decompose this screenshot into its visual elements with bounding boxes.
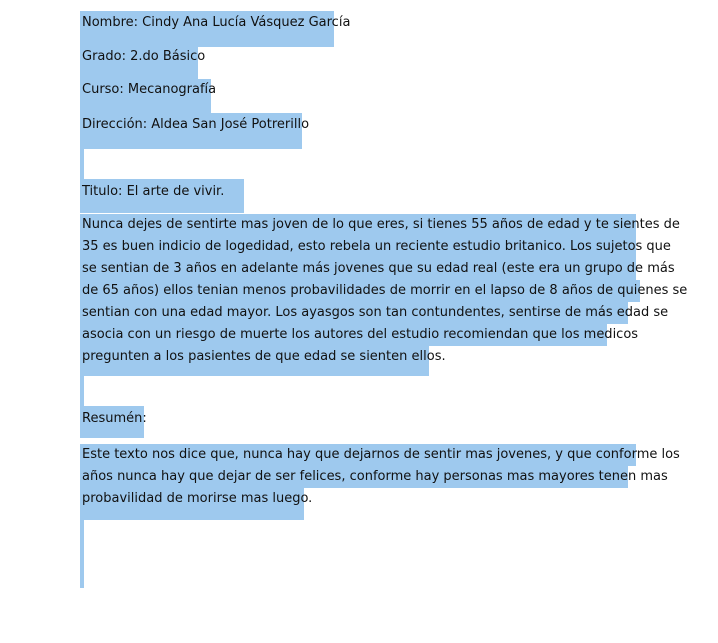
- empty-paragraph-mark: [80, 520, 84, 554]
- title-text: Titulo: El arte de vivir.: [82, 184, 225, 199]
- body-line[interactable]: [80, 324, 639, 346]
- summary-line[interactable]: [80, 444, 680, 466]
- summary-line-text: Este texto nos dice que, nunca hay que dejarnos de sentir mas jovenes, y que conforme los: [82, 447, 680, 462]
- empty-paragraph-mark: [80, 149, 84, 179]
- body-line[interactable]: [80, 236, 671, 258]
- summary-heading[interactable]: [80, 406, 147, 438]
- body-line[interactable]: [80, 214, 680, 236]
- body-line-text: sentian con una edad mayor. Los ayasgos son tan contundentes, sentirse de más edad se: [82, 305, 669, 320]
- name-text: Nombre: Cindy Ana Lucía Vásquez García: [82, 15, 351, 30]
- summary-line[interactable]: [80, 488, 313, 520]
- summary-heading-text: Resumén:: [82, 411, 147, 426]
- summary-line-text: probavilidad de morirse mas luego.: [82, 491, 313, 506]
- name-line[interactable]: [80, 11, 351, 47]
- body-line-text: pregunten a los pasientes de que edad se sienten ellos.: [82, 349, 446, 364]
- body-line-text: se sentian de 3 años en adelante más jovenes que su edad real (este era un grupo de más: [82, 261, 675, 276]
- body-line-text: Nunca dejes de sentirte mas joven de lo que eres, si tienes 55 años de edad y te sientes de: [82, 217, 680, 232]
- summary-line-text: años nunca hay que dejar de ser felices, conforme hay personas mas mayores tenen mas: [82, 469, 668, 484]
- body-line-text: 35 es buen indicio de logedidad, esto rebela un reciente estudio britanico. Los sujetos que: [82, 239, 671, 254]
- summary-line[interactable]: [80, 466, 668, 488]
- body-line-text: asocia con un riesgo de muerte los autores del estudio recomiendan que los medicos: [82, 327, 639, 342]
- body-line[interactable]: [80, 280, 688, 302]
- address-line[interactable]: [80, 113, 310, 149]
- grade-line[interactable]: [80, 47, 206, 79]
- address-text: Dirección: Aldea San José Potrerillo: [82, 117, 310, 132]
- grade-text: Grado: 2.do Básico: [82, 49, 206, 64]
- body-line[interactable]: [80, 258, 675, 280]
- empty-paragraph-mark: [80, 554, 84, 588]
- empty-paragraph-mark: [80, 376, 84, 406]
- course-line[interactable]: [80, 79, 217, 113]
- body-line[interactable]: [80, 302, 669, 324]
- body-line[interactable]: [80, 346, 446, 376]
- title-line[interactable]: [80, 179, 244, 213]
- body-line-text: de 65 años) ellos tenian menos probavilidades de morrir en el lapso de 8 años de quienes se: [82, 283, 688, 298]
- course-text: Curso: Mecanografía: [82, 82, 217, 97]
